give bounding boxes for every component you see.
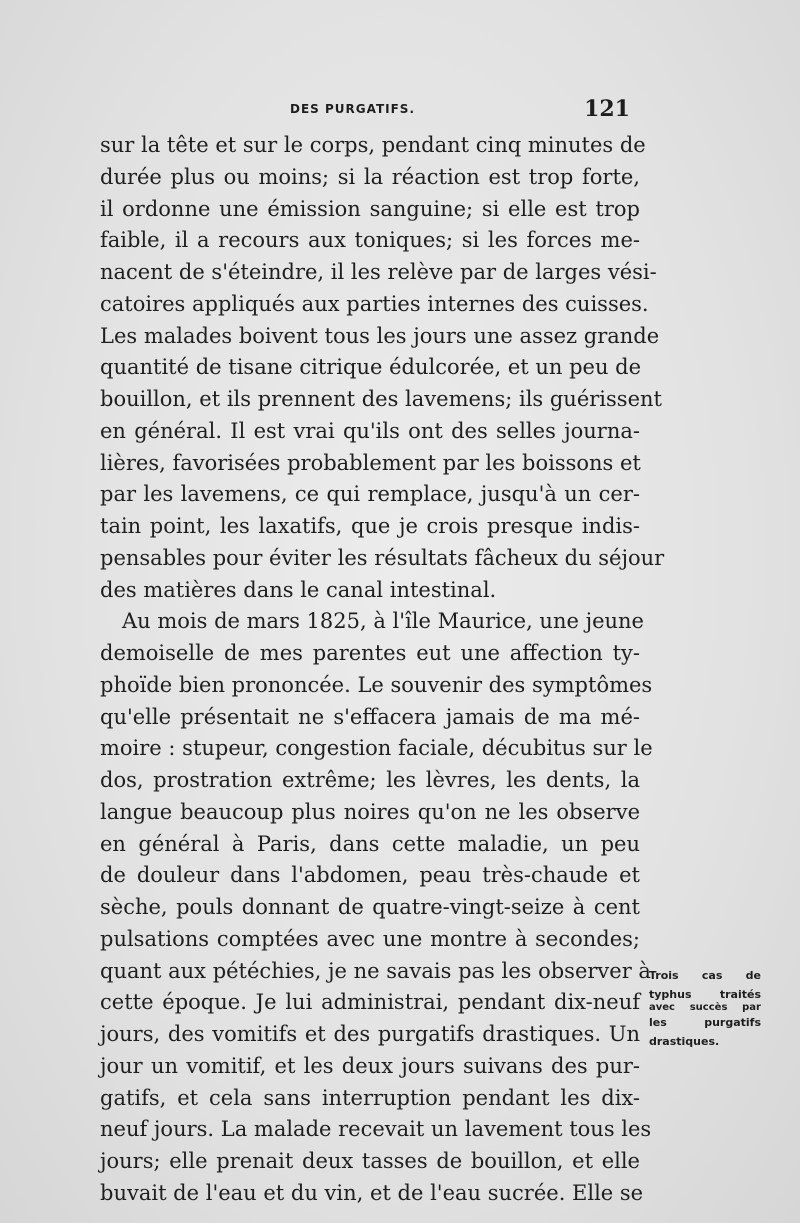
text-line: faible, il a recours aux toniques; si les forces me- (100, 228, 640, 253)
text-line: tain point, les laxatifs, que je crois presque indis- (100, 514, 640, 538)
text-line: langue beaucoup plus noires qu'on ne les observe (100, 799, 640, 824)
text-line: lières, favorisées probablement par les boissons et (100, 450, 641, 475)
text-line: en général. Il est vrai qu'ils ont des selles journa- (100, 418, 640, 443)
text-line: pensables pour éviter les résultats fâcheux du séjour (100, 545, 665, 570)
text-line: Au mois de mars 1825, à l'île Maurice, une jeune (122, 609, 644, 634)
marginal-note-line: avec succès par (649, 1002, 761, 1013)
text-line: sèche, pouls donnant de quatre-vingt-seize à cent (100, 895, 640, 919)
text-line: jours, des vomitifs et des purgatifs drastiques. Un (100, 1022, 640, 1046)
text-line: durée plus ou moins; si la réaction est trop forte, (100, 164, 640, 189)
marginal-note (649, 966, 761, 1051)
body-text (100, 130, 665, 1210)
text-line: dos, prostration extrême; les lèvres, les dents, la (100, 768, 640, 792)
text-line: cette époque. Je lui administrai, pendant dix-neuf (100, 990, 640, 1015)
running-head (100, 96, 630, 126)
text-line: il ordonne une émission sanguine; si elle est trop (100, 196, 640, 221)
text-line: moire : stupeur, congestion faciale, décubitus sur le (100, 736, 653, 761)
text-line: par les lavemens, ce qui remplace, jusqu'à un cer- (100, 482, 640, 507)
text-line: buvait de l'eau et du vin, et de l'eau sucrée. Elle se (100, 1180, 644, 1205)
text-line: Les malades boivent tous les jours une assez grande (100, 323, 660, 348)
marginal-note-line: typhus traités (649, 988, 761, 1001)
text-line: phoïde bien prononcée. Le souvenir des symptômes (100, 672, 653, 697)
text-line: en général à Paris, dans cette maladie, un peu (100, 831, 640, 856)
text-line: gatifs, et cela sans interruption pendant les dix- (100, 1085, 640, 1110)
text-line: pulsations comptées avec une montre à secondes; (100, 926, 640, 951)
marginal-note-line: drastiques. (649, 1035, 720, 1048)
page-number: 121 (584, 96, 630, 122)
text-line: des matières dans le canal intestinal. (100, 577, 497, 602)
text-line: quant aux pétéchies, je ne savais pas les observer à (100, 958, 651, 983)
text-line: catoires appliqués aux parties internes des cuisses. (100, 291, 649, 316)
text-line: jours; elle prenait deux tasses de bouillon, et elle (100, 1149, 640, 1173)
text-line: nacent de s'éteindre, il les relève par de larges vési- (100, 260, 657, 284)
marginal-note-line: Trois cas de (649, 969, 761, 982)
text-line: bouillon, et ils prennent des lavemens; ils guérissent (100, 387, 662, 411)
text-line: quantité de tisane citrique édulcorée, et un peu de (100, 355, 642, 380)
text-line: jour un vomitif, et les deux jours suivans des pur- (100, 1053, 640, 1078)
text-line: demoiselle de mes parentes eut une affection ty- (100, 641, 640, 665)
running-title: DES PURGATIFS. (290, 102, 416, 116)
text-line: qu'elle présentait ne s'effacera jamais de ma mé- (100, 704, 640, 729)
text-line: sur la tête et sur le corps, pendant cinq minutes de (100, 133, 646, 157)
text-line: de douleur dans l'abdomen, peau très-chaude et (100, 863, 640, 888)
marginal-note-line: les purgatifs (649, 1016, 761, 1029)
text-line: neuf jours. La malade recevait un lavement tous les (100, 1117, 652, 1142)
